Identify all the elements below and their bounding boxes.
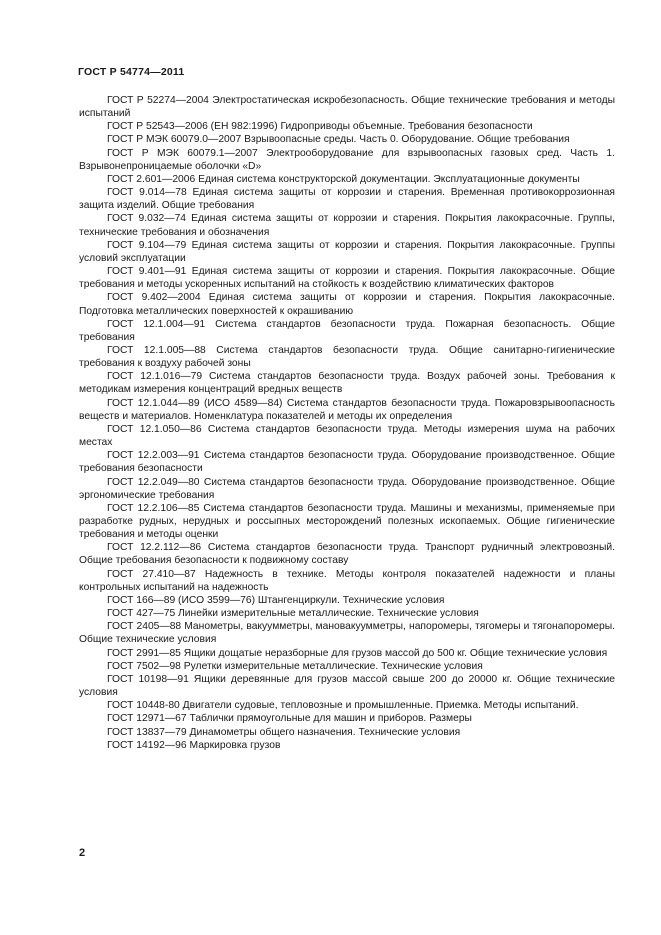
page-number: 2 — [79, 847, 86, 859]
reference-item: ГОСТ Р МЭК 60079.0—2007 Взрывоопасные среды. Часть 0. Оборудование. Общие требования — [107, 134, 570, 146]
reference-item: ГОСТ 10448-80 Двигатели судовые, тепловозные и промышленные. Приемка. Методы испытаний. — [107, 700, 579, 712]
reference-item: ГОСТ 9.402—2004 Единая система защиты от коррозии и старения. Покрытия лакокрасочные. Подготовка металлических поверхностей к окрашиванию — [79, 292, 615, 317]
reference-item: ГОСТ 7502—98 Рулетки измерительные металлические. Технические условия — [107, 660, 483, 672]
reference-item: ГОСТ 2405—88 Манометры, вакуумметры, мановакуумметры, напоромеры, тягомеры и тягонапоромеры. Общие технические условия — [79, 621, 615, 646]
reference-item: ГОСТ 10198—91 Ящики деревянные для грузов массой свыше 200 до 20000 кг. Общие технические условия — [79, 673, 615, 699]
reference-item: ГОСТ 14192—96 Маркировка грузов — [107, 739, 281, 751]
reference-item: ГОСТ Р МЭК 60079.1—2007 Электрооборудование для взрывоопасных газовых сред. Часть 1. Взрывонепроницаемые оболочки «D» — [79, 147, 615, 172]
reference-item: ГОСТ 9.401—91 Единая система защиты от коррозии и старения. Покрытия лакокрасочные. Общие требования и методы ускоренных испытаний на стойкость к воздействию климатических факторов — [79, 266, 615, 291]
reference-item: ГОСТ 12.2.049—80 Система стандартов безопасности труда. Оборудование производственное. Общие эргономические требования — [79, 476, 615, 501]
reference-item: ГОСТ 12.2.112—86 Система стандартов безопасности труда. Транспорт рудничный электровозный. Общие требования безопасности к подвижному составу — [79, 542, 615, 567]
reference-item: ГОСТ 9.014—78 Единая система защиты от коррозии и старения. Временная противокоррозионная защита изделий. Общие требования — [79, 187, 615, 212]
normative-references-list — [79, 94, 615, 752]
reference-item: ГОСТ Р 52274—2004 Электростатическая искробезопасность. Общие технические требования и методы испытаний — [79, 95, 615, 120]
reference-item: ГОСТ 12.2.003—91 Система стандартов безопасности труда. Оборудование производственное. Общие требования безопасности — [79, 450, 615, 475]
reference-item: ГОСТ 12.2.106—85 Система стандартов безопасности труда. Машины и механизмы, применяемые при разработке рудных, нерудных и россыпных месторождений полезных ископаемых. Общие гигиенические требования и методы оценки — [79, 502, 615, 541]
reference-item: ГОСТ 12.1.016—79 Система стандартов безопасности труда. Воздух рабочей зоны. Требования к методикам измерения концентраций вредных веществ — [79, 371, 615, 396]
reference-item: ГОСТ 12.1.044—89 (ИСО 4589—84) Система стандартов безопасности труда. Пожаровзрывоопасность веществ и материалов. Номенклатура показателей и методы их определения — [79, 397, 615, 422]
reference-item: ГОСТ 427—75 Линейки измерительные металлические. Технические условия — [107, 608, 479, 620]
reference-item: ГОСТ 27.410—87 Надежность в технике. Методы контроля показателей надежности и планы контрольных испытаний на надежность — [79, 568, 615, 593]
reference-item: ГОСТ 13837—79 Динамометры общего назначения. Технические условия — [107, 726, 461, 738]
reference-item: ГОСТ 2991—85 Ящики дощатые неразборные для грузов массой до 500 кг. Общие технические условия — [107, 647, 608, 659]
reference-item: ГОСТ 12.1.004—91 Система стандартов безопасности труда. Пожарная безопасность. Общие требования — [79, 318, 615, 343]
reference-item: ГОСТ 9.104—79 Единая система защиты от коррозии и старения. Покрытия лакокрасочные. Группы условий эксплуатации — [79, 239, 615, 264]
reference-item: ГОСТ 12.1.005—88 Система стандартов безопасности труда. Общие санитарно-гигиенические требования к воздуху рабочей зоны — [79, 344, 615, 370]
reference-item: ГОСТ 9.032—74 Единая система защиты от коррозии и старения. Покрытия лакокрасочные. Группы, технические требования и обозначения — [79, 213, 615, 238]
reference-item: ГОСТ 166—89 (ИСО 3599—76) Штангенциркули. Технические условия — [107, 594, 445, 606]
reference-item: ГОСТ 12971—67 Таблички прямоугольные для машин и приборов. Размеры — [107, 713, 472, 725]
reference-item: ГОСТ 2.601—2006 Единая система конструкторской документации. Эксплуатационные документы — [107, 173, 580, 185]
reference-item: ГОСТ 12.1.050—86 Система стандартов безопасности труда. Методы измерения шума на рабочих местах — [79, 423, 615, 449]
reference-item: ГОСТ Р 52543—2006 (ЕН 982:1996) Гидроприводы объемные. Требования безопасности — [107, 121, 533, 133]
document-header: ГОСТ Р 54774—2011 — [78, 66, 185, 78]
